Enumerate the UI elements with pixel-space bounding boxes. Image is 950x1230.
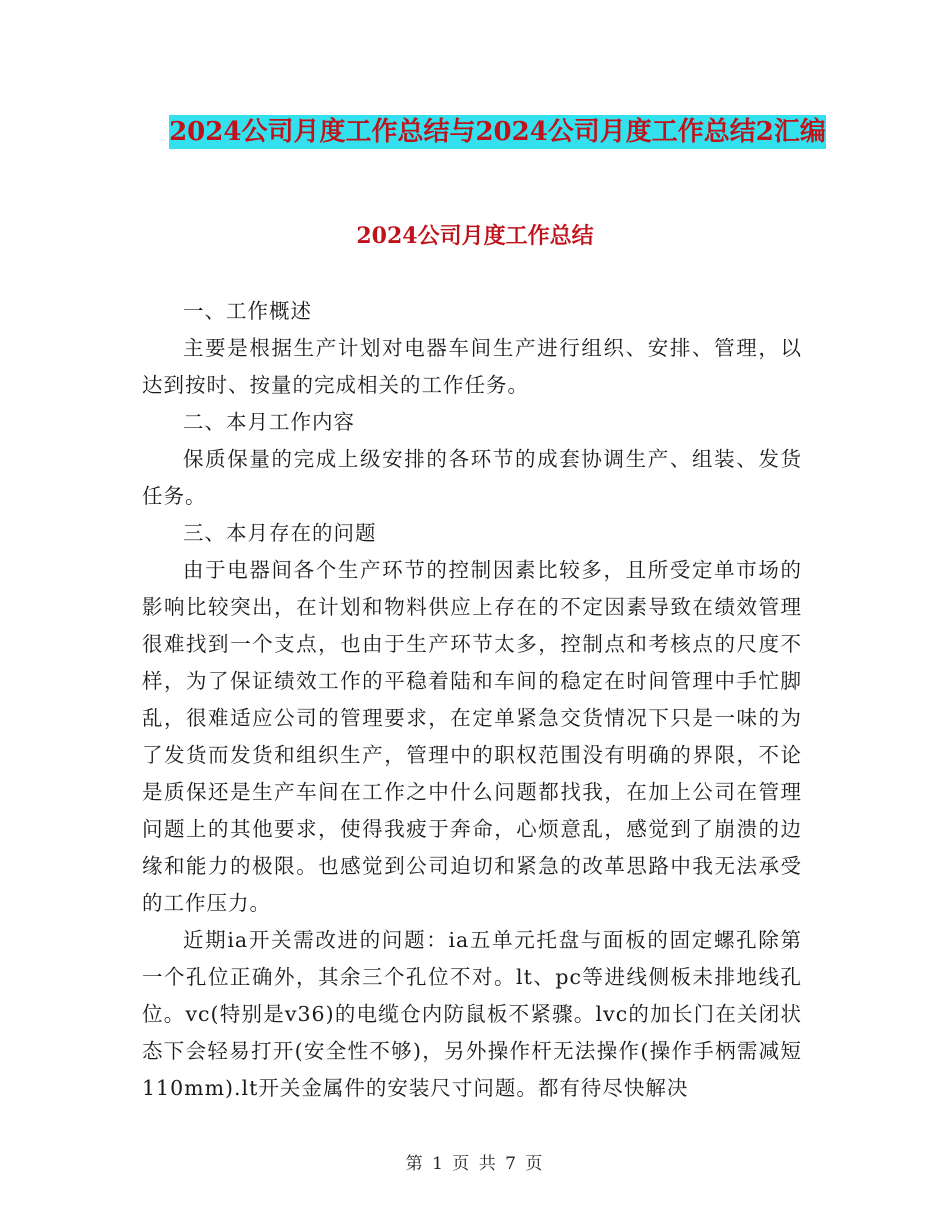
paragraph-problems: 由于电器间各个生产环节的控制因素比较多，且所受定单市场的影响比较突出，在计划和物料供应上存在的不定因素导致在绩效管理很难找到一个支点，也由于生产环节太多，控制点和考核点的尺度不样，为了保证绩效工作的平稳着陆和车间的稳定在时间管理中手忙脚乱，很难适应公司的管理要求，在定单紧急交货情况下只是一味的为了发货而发货和组织生产，管理中的职权范围没有明确的界限，不论是质保还是生产车间在工作之中什么问题都找我，在加上公司在管理问题上的其他要求，使得我疲于奔命，心烦意乱，感觉到了崩溃的边缘和能力的极限。也感觉到公司迫切和紧急的改革思路中我无法承受的工作压力。 <box>142 558 802 915</box>
paragraph-content: 保质保量的完成上级安排的各环节的成套协调生产、组装、发货任务。 <box>142 447 802 508</box>
section-heading-problems: 三、本月存在的问题 <box>183 521 377 545</box>
page-footer: 第 1 页 共 7 页 <box>405 1154 545 1174</box>
section-heading-overview: 一、工作概述 <box>183 299 312 323</box>
paragraph-improvements: 近期ia开关需改进的问题：ia五单元托盘与面板的固定螺孔除第一个孔位正确外，其余三个孔位不对。lt、pc等进线侧板未排地线孔位。vc(特别是v36)的电缆仓内防鼠板不紧骤。lvc的加长门在关闭状态下会轻易打开(安全性不够)，另外操作杆无法操作(操作手柄需减短110mm).lt开关金属件的安装尺寸问题。都有待尽快解决 <box>142 928 802 1100</box>
document-title-text: 2024公司月度工作总结与2024公司月度工作总结2汇编 <box>169 117 826 147</box>
document-title <box>140 110 855 154</box>
section-heading-content: 二、本月工作内容 <box>183 410 355 434</box>
document-body <box>142 293 802 1107</box>
section-title: 2024公司月度工作总结 <box>356 223 594 249</box>
paragraph-overview: 主要是根据生产计划对电器车间生产进行组织、安排、管理，以达到按时、按量的完成相关的工作任务。 <box>142 336 802 397</box>
